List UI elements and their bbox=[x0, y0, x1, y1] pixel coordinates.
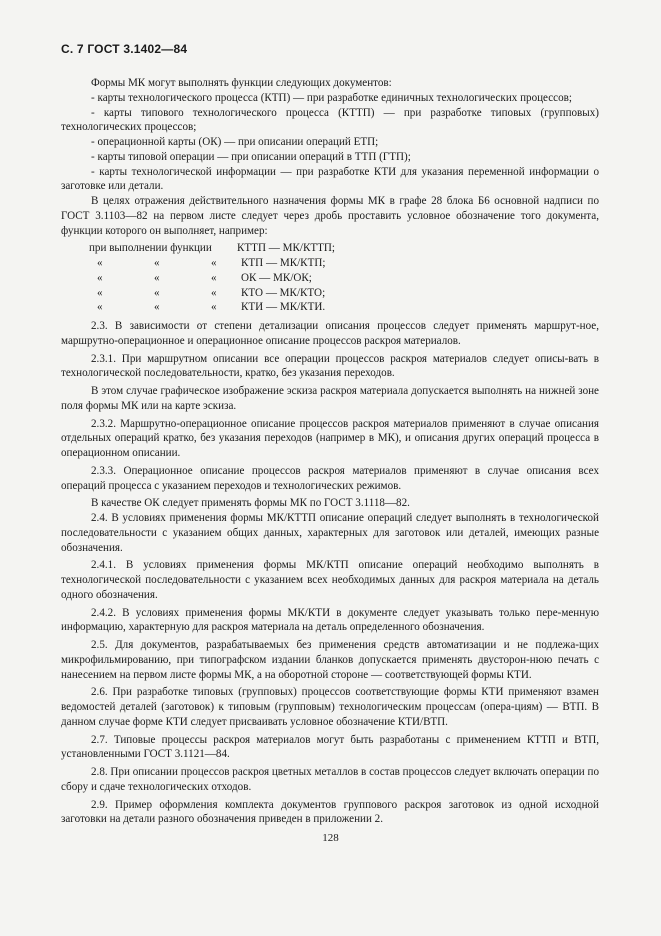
section-paragraph-2-8: 2.8. При описании процессов раскроя цветных металлов в состав процессов следует включать операции по сбору и сдаче технологических отходов. bbox=[61, 766, 599, 793]
ditto-mark: « bbox=[97, 286, 103, 299]
example-value: КТО — МК/КТО; bbox=[241, 286, 326, 299]
section-paragraph-2-3-1: 2.3.1. При маршрутном описании все операции процессов раскроя материалов следует описы-вать в технологической последовательности, кратко, без указания переходов. bbox=[61, 352, 599, 380]
example-value: ОК — МК/ОК; bbox=[241, 271, 312, 284]
document-body bbox=[61, 76, 599, 827]
list-item: - карты технологического процесса (КТП) — при разработке единичных технологических процессов; bbox=[91, 91, 572, 104]
example-row bbox=[61, 300, 599, 315]
body-paragraph: В качестве ОК следует применять формы МК по ГОСТ 3.1118—82. bbox=[91, 497, 410, 510]
page-header: С. 7 ГОСТ 3.1402—84 bbox=[61, 42, 188, 56]
section-paragraph-2-4: 2.4. В условиях применения формы МК/КТТП описание операций следует выполнять в технологической последовательности с указанием общих данных, характерных для заготовок или деталей, имеющих разные обозначения. bbox=[61, 512, 599, 554]
ditto-mark: « bbox=[97, 257, 103, 269]
example-value: КТТП — МК/КТТП; bbox=[237, 242, 335, 255]
ditto-mark: « bbox=[154, 301, 160, 314]
example-row bbox=[61, 286, 599, 301]
ditto-mark: « bbox=[211, 257, 217, 269]
section-paragraph-2-3: 2.3. В зависимости от степени детализации описания процессов следует применять маршрут-ное, маршрутно-операционное и операционное описание процессов раскроя материалов. bbox=[61, 320, 599, 347]
ditto-mark: « bbox=[154, 271, 160, 284]
section-paragraph-2-3-2: 2.3.2. Маршрутно-операционное описание процессов раскроя материалов применяют в случае описания отдельных операций кратко, без указания переходов (например в МК), и описания других операций процесса в операционном описании. bbox=[61, 417, 599, 459]
example-value: КТП — МК/КТП; bbox=[241, 257, 326, 269]
purpose-paragraph: В целях отражения действительного назначения формы МК в графе 28 блока Б6 основной надписи по ГОСТ 3.1103—82 на первом листе следует через дробь проставить условное обозначение того документа, функции которого он выполняет, например: bbox=[61, 195, 599, 237]
intro-paragraph: Формы МК могут выполнять функции следующих документов: bbox=[91, 77, 392, 89]
section-paragraph-2-4-1: 2.4.1. В условиях применения формы МК/КТП описание операций необходимо выполнять в технологической последовательности с указанием всех необходимых данных для раскроя материала на деталь одного обозначения. bbox=[61, 559, 599, 601]
section-paragraph-2-9: 2.9. Пример оформления комплекта документов группового раскроя заготовок из одной исходной заготовки на детали разного обозначения приведен в приложении 2. bbox=[61, 798, 599, 826]
example-row bbox=[61, 241, 599, 256]
list-item: - карты технологической информации — при разработке КТИ для указания переменной информации о заготовке или детали. bbox=[61, 165, 599, 193]
list-item: - операционной карты (ОК) — при описании операций ЕТП; bbox=[91, 136, 379, 148]
ditto-mark: « bbox=[211, 301, 217, 314]
section-paragraph-2-4-2: 2.4.2. В условиях применения формы МК/КТИ в документе следует указывать только пере-менную информацию, характерную для раскроя материала на деталь определенного обозначения. bbox=[61, 606, 599, 634]
example-value: КТИ — МК/КТИ. bbox=[241, 301, 326, 314]
example-block bbox=[61, 241, 599, 315]
ditto-mark: « bbox=[154, 257, 160, 269]
ditto-mark: « bbox=[154, 286, 160, 299]
ditto-mark: « bbox=[97, 301, 103, 314]
list-item: - карты типового технологического процесса (КТТП) — при разработке типовых (групповых) технологических процессов; bbox=[61, 106, 599, 134]
ditto-mark: « bbox=[211, 286, 217, 299]
section-paragraph-2-5: 2.5. Для документов, разрабатываемых без применения средств автоматизации и не подлежа-щих микрофильмированию, при типографском издании бланков допускается применять двусторон-нюю печать с нанесением на первом листе формы МК, а на оборотной стороне — соответствующей формы КТИ. bbox=[61, 639, 599, 681]
page-number: 128 bbox=[322, 832, 339, 844]
section-paragraph-2-3-3: 2.3.3. Операционное описание процессов раскроя материалов применяют в случае описания всех операций процесса с указанием переходов и технологических режимов. bbox=[61, 464, 599, 492]
example-row bbox=[61, 271, 599, 286]
list-item: - карты типовой операции — при описании операций в ТТП (ГТП); bbox=[91, 150, 411, 163]
section-paragraph-2-7: 2.7. Типовые процессы раскроя материалов могут быть разработаны с применением КТТП и ВТП, установленными ГОСТ 3.1121—84. bbox=[61, 733, 599, 761]
body-paragraph: В этом случае графическое изображение эскиза раскроя материала допускается выполнять на нижней зоне поля формы МК или на карте эскиза. bbox=[61, 385, 599, 412]
example-row bbox=[61, 256, 599, 271]
section-paragraph-2-6: 2.6. При разработке типовых (групповых) процессов соответствующие формы КТИ применяют взамен ведомостей деталей (заготовок) к типовым (групповым) технологическим процессам (опера-циям) — ВТП. В данном случае форме КТИ следует присваивать условное обозначение КТИ/ВТП. bbox=[61, 686, 599, 728]
example-label: при выполнении функции bbox=[89, 242, 212, 255]
ditto-mark: « bbox=[211, 271, 217, 284]
ditto-mark: « bbox=[97, 271, 103, 284]
